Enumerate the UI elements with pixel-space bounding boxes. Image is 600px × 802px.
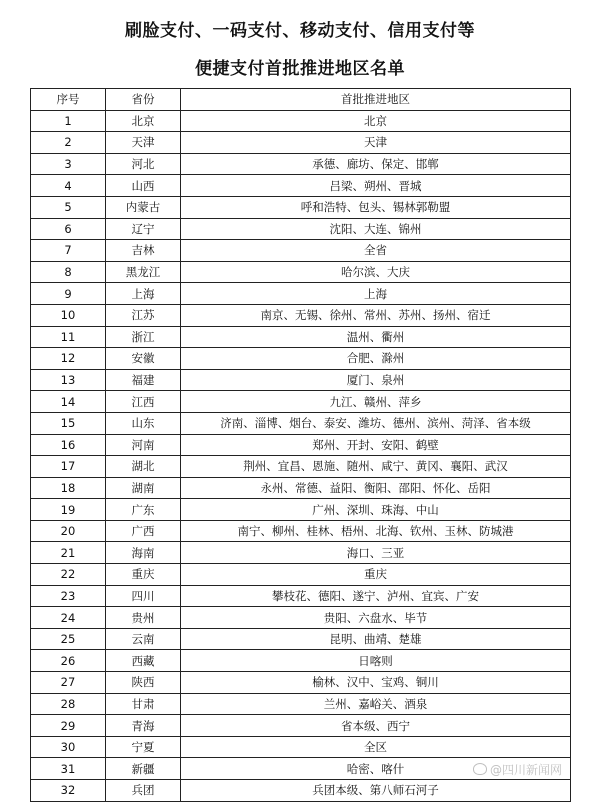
row-province: 安徽	[106, 348, 181, 370]
table-row	[31, 628, 571, 650]
row-province: 海南	[106, 542, 181, 564]
table-row	[31, 261, 571, 283]
row-index: 11	[31, 326, 106, 348]
page-subtitle: 便捷支付首批推进地区名单	[195, 59, 405, 79]
row-province: 重庆	[106, 564, 181, 586]
row-index: 26	[31, 650, 106, 672]
row-regions: 沈阳、大连、锦州	[181, 218, 571, 240]
weibo-icon	[473, 763, 487, 775]
row-regions: 攀枝花、德阳、遂宁、泸州、宜宾、广安	[181, 585, 571, 607]
table-row	[31, 542, 571, 564]
watermark-text: @四川新闻网	[489, 763, 562, 777]
row-regions: 省本级、西宁	[181, 715, 571, 737]
table-row	[31, 499, 571, 521]
row-regions: 北京	[181, 110, 571, 132]
row-index: 16	[31, 434, 106, 456]
row-regions: 榆林、汉中、宝鸡、铜川	[181, 672, 571, 694]
table-row	[31, 672, 571, 694]
table-row	[31, 132, 571, 154]
column-header-regions: 首批推进地区	[181, 89, 571, 111]
row-province: 兵团	[106, 780, 181, 802]
row-index: 23	[31, 585, 106, 607]
row-province: 新疆	[106, 758, 181, 780]
table-row	[31, 780, 571, 802]
row-province: 江苏	[106, 304, 181, 326]
table-row	[31, 456, 571, 478]
row-regions: 吕梁、朔州、晋城	[181, 175, 571, 197]
row-index: 31	[31, 758, 106, 780]
table-row	[31, 693, 571, 715]
watermark	[473, 761, 562, 778]
row-index: 18	[31, 477, 106, 499]
row-regions: 全区	[181, 736, 571, 758]
row-index: 5	[31, 196, 106, 218]
row-regions: 广州、深圳、珠海、中山	[181, 499, 571, 521]
row-index: 30	[31, 736, 106, 758]
table-row	[31, 218, 571, 240]
table-row	[31, 607, 571, 629]
row-province: 吉林	[106, 240, 181, 262]
row-province: 四川	[106, 585, 181, 607]
row-regions: 天津	[181, 132, 571, 154]
row-regions: 贵阳、六盘水、毕节	[181, 607, 571, 629]
row-regions: 呼和浩特、包头、锡林郭勒盟	[181, 196, 571, 218]
row-index: 32	[31, 780, 106, 802]
table-body	[31, 110, 571, 801]
table-row	[31, 110, 571, 132]
row-province: 西藏	[106, 650, 181, 672]
table-row	[31, 153, 571, 175]
row-province: 青海	[106, 715, 181, 737]
row-index: 19	[31, 499, 106, 521]
row-regions: 全省	[181, 240, 571, 262]
row-regions: 南京、无锡、徐州、常州、苏州、扬州、宿迁	[181, 304, 571, 326]
row-province: 辽宁	[106, 218, 181, 240]
row-regions: 济南、淄博、烟台、泰安、潍坊、德州、滨州、菏泽、省本级	[181, 412, 571, 434]
row-province: 山东	[106, 412, 181, 434]
column-header-province: 省份	[106, 89, 181, 111]
row-index: 1	[31, 110, 106, 132]
row-regions: 郑州、开封、安阳、鹤壁	[181, 434, 571, 456]
row-regions: 哈尔滨、大庆	[181, 261, 571, 283]
row-province: 云南	[106, 628, 181, 650]
row-index: 6	[31, 218, 106, 240]
row-index: 4	[31, 175, 106, 197]
table-row	[31, 369, 571, 391]
row-index: 13	[31, 369, 106, 391]
table-row	[31, 715, 571, 737]
row-province: 陕西	[106, 672, 181, 694]
table-row	[31, 304, 571, 326]
row-province: 广东	[106, 499, 181, 521]
table-row	[31, 585, 571, 607]
row-regions: 厦门、泉州	[181, 369, 571, 391]
table-row	[31, 477, 571, 499]
row-regions: 上海	[181, 283, 571, 305]
row-province: 河北	[106, 153, 181, 175]
row-province: 上海	[106, 283, 181, 305]
row-regions: 日喀则	[181, 650, 571, 672]
row-index: 14	[31, 391, 106, 413]
row-regions: 兰州、嘉峪关、酒泉	[181, 693, 571, 715]
row-regions: 海口、三亚	[181, 542, 571, 564]
page-title: 刷脸支付、一码支付、移动支付、信用支付等	[125, 21, 475, 41]
row-province: 广西	[106, 520, 181, 542]
table-row	[31, 564, 571, 586]
column-header-index: 序号	[31, 89, 106, 111]
row-regions: 温州、衢州	[181, 326, 571, 348]
table-row	[31, 520, 571, 542]
row-index: 28	[31, 693, 106, 715]
row-regions: 重庆	[181, 564, 571, 586]
row-regions: 哈密、喀什	[181, 758, 571, 780]
region-table	[30, 88, 571, 802]
row-index: 8	[31, 261, 106, 283]
table-row	[31, 412, 571, 434]
table-row	[31, 326, 571, 348]
row-regions: 兵团本级、第八师石河子	[181, 780, 571, 802]
row-province: 黑龙江	[106, 261, 181, 283]
row-index: 15	[31, 412, 106, 434]
row-province: 内蒙古	[106, 196, 181, 218]
row-province: 山西	[106, 175, 181, 197]
row-regions: 永州、常德、益阳、衡阳、邵阳、怀化、岳阳	[181, 477, 571, 499]
row-province: 贵州	[106, 607, 181, 629]
table-row	[31, 650, 571, 672]
row-regions: 南宁、柳州、桂林、梧州、北海、钦州、玉林、防城港	[181, 520, 571, 542]
table-row	[31, 283, 571, 305]
row-index: 12	[31, 348, 106, 370]
row-province: 北京	[106, 110, 181, 132]
table-row	[31, 736, 571, 758]
row-index: 10	[31, 304, 106, 326]
row-index: 29	[31, 715, 106, 737]
row-index: 3	[31, 153, 106, 175]
table-row	[31, 240, 571, 262]
row-index: 21	[31, 542, 106, 564]
row-index: 22	[31, 564, 106, 586]
row-regions: 合肥、滁州	[181, 348, 571, 370]
table-row	[31, 391, 571, 413]
row-province: 江西	[106, 391, 181, 413]
table-row	[31, 175, 571, 197]
table-row	[31, 434, 571, 456]
table-row	[31, 196, 571, 218]
row-regions: 九江、赣州、萍乡	[181, 391, 571, 413]
row-province: 河南	[106, 434, 181, 456]
row-index: 27	[31, 672, 106, 694]
row-regions: 昆明、曲靖、楚雄	[181, 628, 571, 650]
row-index: 20	[31, 520, 106, 542]
row-index: 25	[31, 628, 106, 650]
row-province: 浙江	[106, 326, 181, 348]
row-province: 湖北	[106, 456, 181, 478]
table-row	[31, 348, 571, 370]
table-header-row	[31, 89, 571, 111]
row-province: 湖南	[106, 477, 181, 499]
row-province: 天津	[106, 132, 181, 154]
row-regions: 荆州、宜昌、恩施、随州、咸宁、黄冈、襄阳、武汉	[181, 456, 571, 478]
row-province: 宁夏	[106, 736, 181, 758]
row-province: 甘肃	[106, 693, 181, 715]
row-index: 7	[31, 240, 106, 262]
row-index: 9	[31, 283, 106, 305]
row-index: 24	[31, 607, 106, 629]
row-province: 福建	[106, 369, 181, 391]
row-index: 17	[31, 456, 106, 478]
row-index: 2	[31, 132, 106, 154]
row-regions: 承德、廊坊、保定、邯郸	[181, 153, 571, 175]
